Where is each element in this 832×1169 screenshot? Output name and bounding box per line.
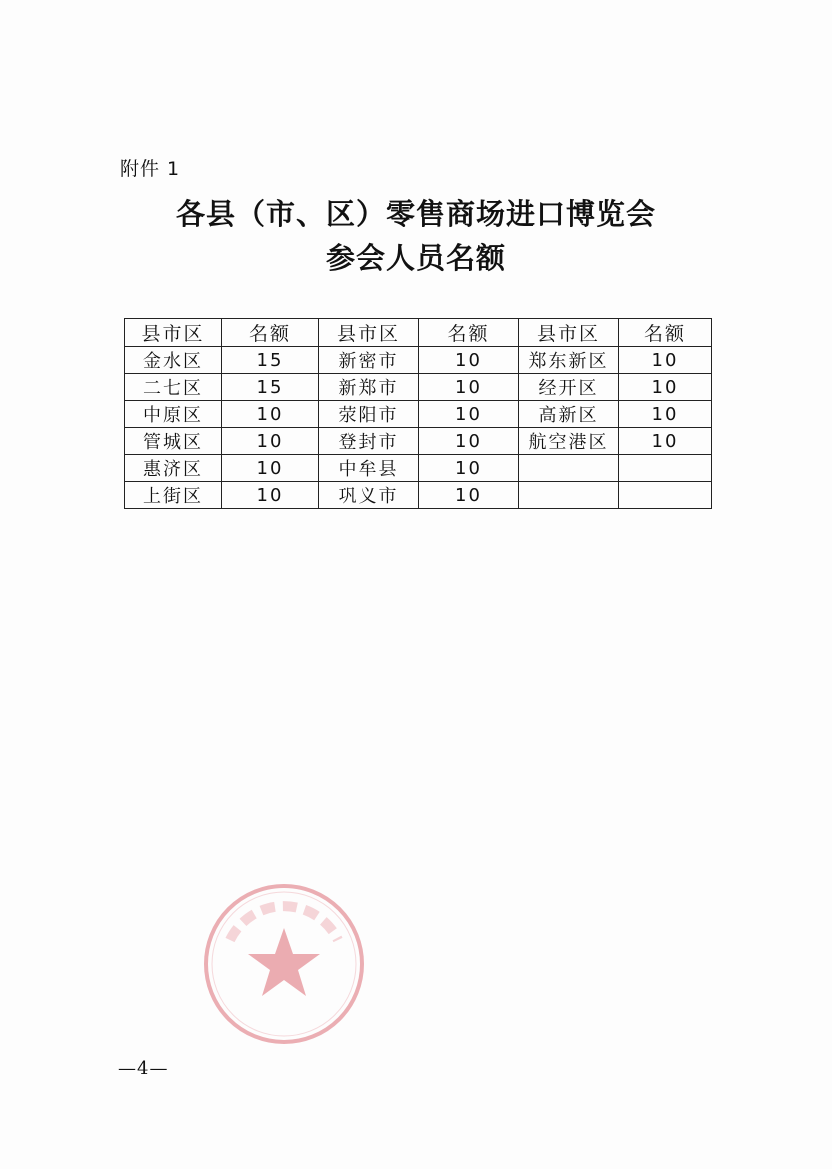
column-header-district: 县市区 <box>519 319 619 347</box>
district-cell: 新郑市 <box>319 374 419 401</box>
quota-cell: 10 <box>419 401 519 428</box>
table-row <box>125 347 712 374</box>
column-header-district: 县市区 <box>125 319 222 347</box>
quota-cell: 10 <box>419 347 519 374</box>
column-header-quota: 名额 <box>222 319 319 347</box>
quota-cell: 10 <box>419 374 519 401</box>
district-cell <box>519 482 619 509</box>
column-header-quota: 名额 <box>619 319 712 347</box>
district-cell <box>519 455 619 482</box>
quota-cell: 10 <box>222 401 319 428</box>
district-cell: 经开区 <box>519 374 619 401</box>
district-cell: 金水区 <box>125 347 222 374</box>
quota-cell: 10 <box>619 401 712 428</box>
quota-cell <box>619 482 712 509</box>
district-cell: 管城区 <box>125 428 222 455</box>
column-header-district: 县市区 <box>319 319 419 347</box>
table-row <box>125 455 712 482</box>
quota-cell: 10 <box>222 428 319 455</box>
district-cell: 中牟县 <box>319 455 419 482</box>
district-cell: 中原区 <box>125 401 222 428</box>
column-header-quota: 名额 <box>419 319 519 347</box>
star-icon <box>248 928 320 996</box>
quota-cell: 10 <box>419 482 519 509</box>
district-cell: 高新区 <box>519 401 619 428</box>
quota-cell: 10 <box>619 428 712 455</box>
quota-cell: 10 <box>619 374 712 401</box>
table-row <box>125 374 712 401</box>
quota-cell: 15 <box>222 374 319 401</box>
table-row <box>125 482 712 509</box>
district-cell: 航空港区 <box>519 428 619 455</box>
district-cell: 郑东新区 <box>519 347 619 374</box>
quota-cell: 10 <box>419 455 519 482</box>
district-cell: 荥阳市 <box>319 401 419 428</box>
quota-cell: 10 <box>222 455 319 482</box>
table-row <box>125 401 712 428</box>
quota-table <box>124 318 712 509</box>
document-title-line1: 各县（市、区）零售商场进口博览会 <box>175 197 656 231</box>
official-seal-stamp <box>200 880 368 1048</box>
quota-cell: 15 <box>222 347 319 374</box>
document-title-line2: 参会人员名额 <box>325 241 506 275</box>
table-row <box>125 428 712 455</box>
district-cell: 新密市 <box>319 347 419 374</box>
table-header-row <box>125 319 712 347</box>
attachment-label: 附件 1 <box>120 158 181 180</box>
quota-cell: 10 <box>619 347 712 374</box>
district-cell: 巩义市 <box>319 482 419 509</box>
quota-cell: 10 <box>222 482 319 509</box>
district-cell: 上街区 <box>125 482 222 509</box>
page-number: —4— <box>118 1058 169 1079</box>
quota-cell <box>619 455 712 482</box>
district-cell: 登封市 <box>319 428 419 455</box>
quota-cell: 10 <box>419 428 519 455</box>
district-cell: 二七区 <box>125 374 222 401</box>
district-cell: 惠济区 <box>125 455 222 482</box>
